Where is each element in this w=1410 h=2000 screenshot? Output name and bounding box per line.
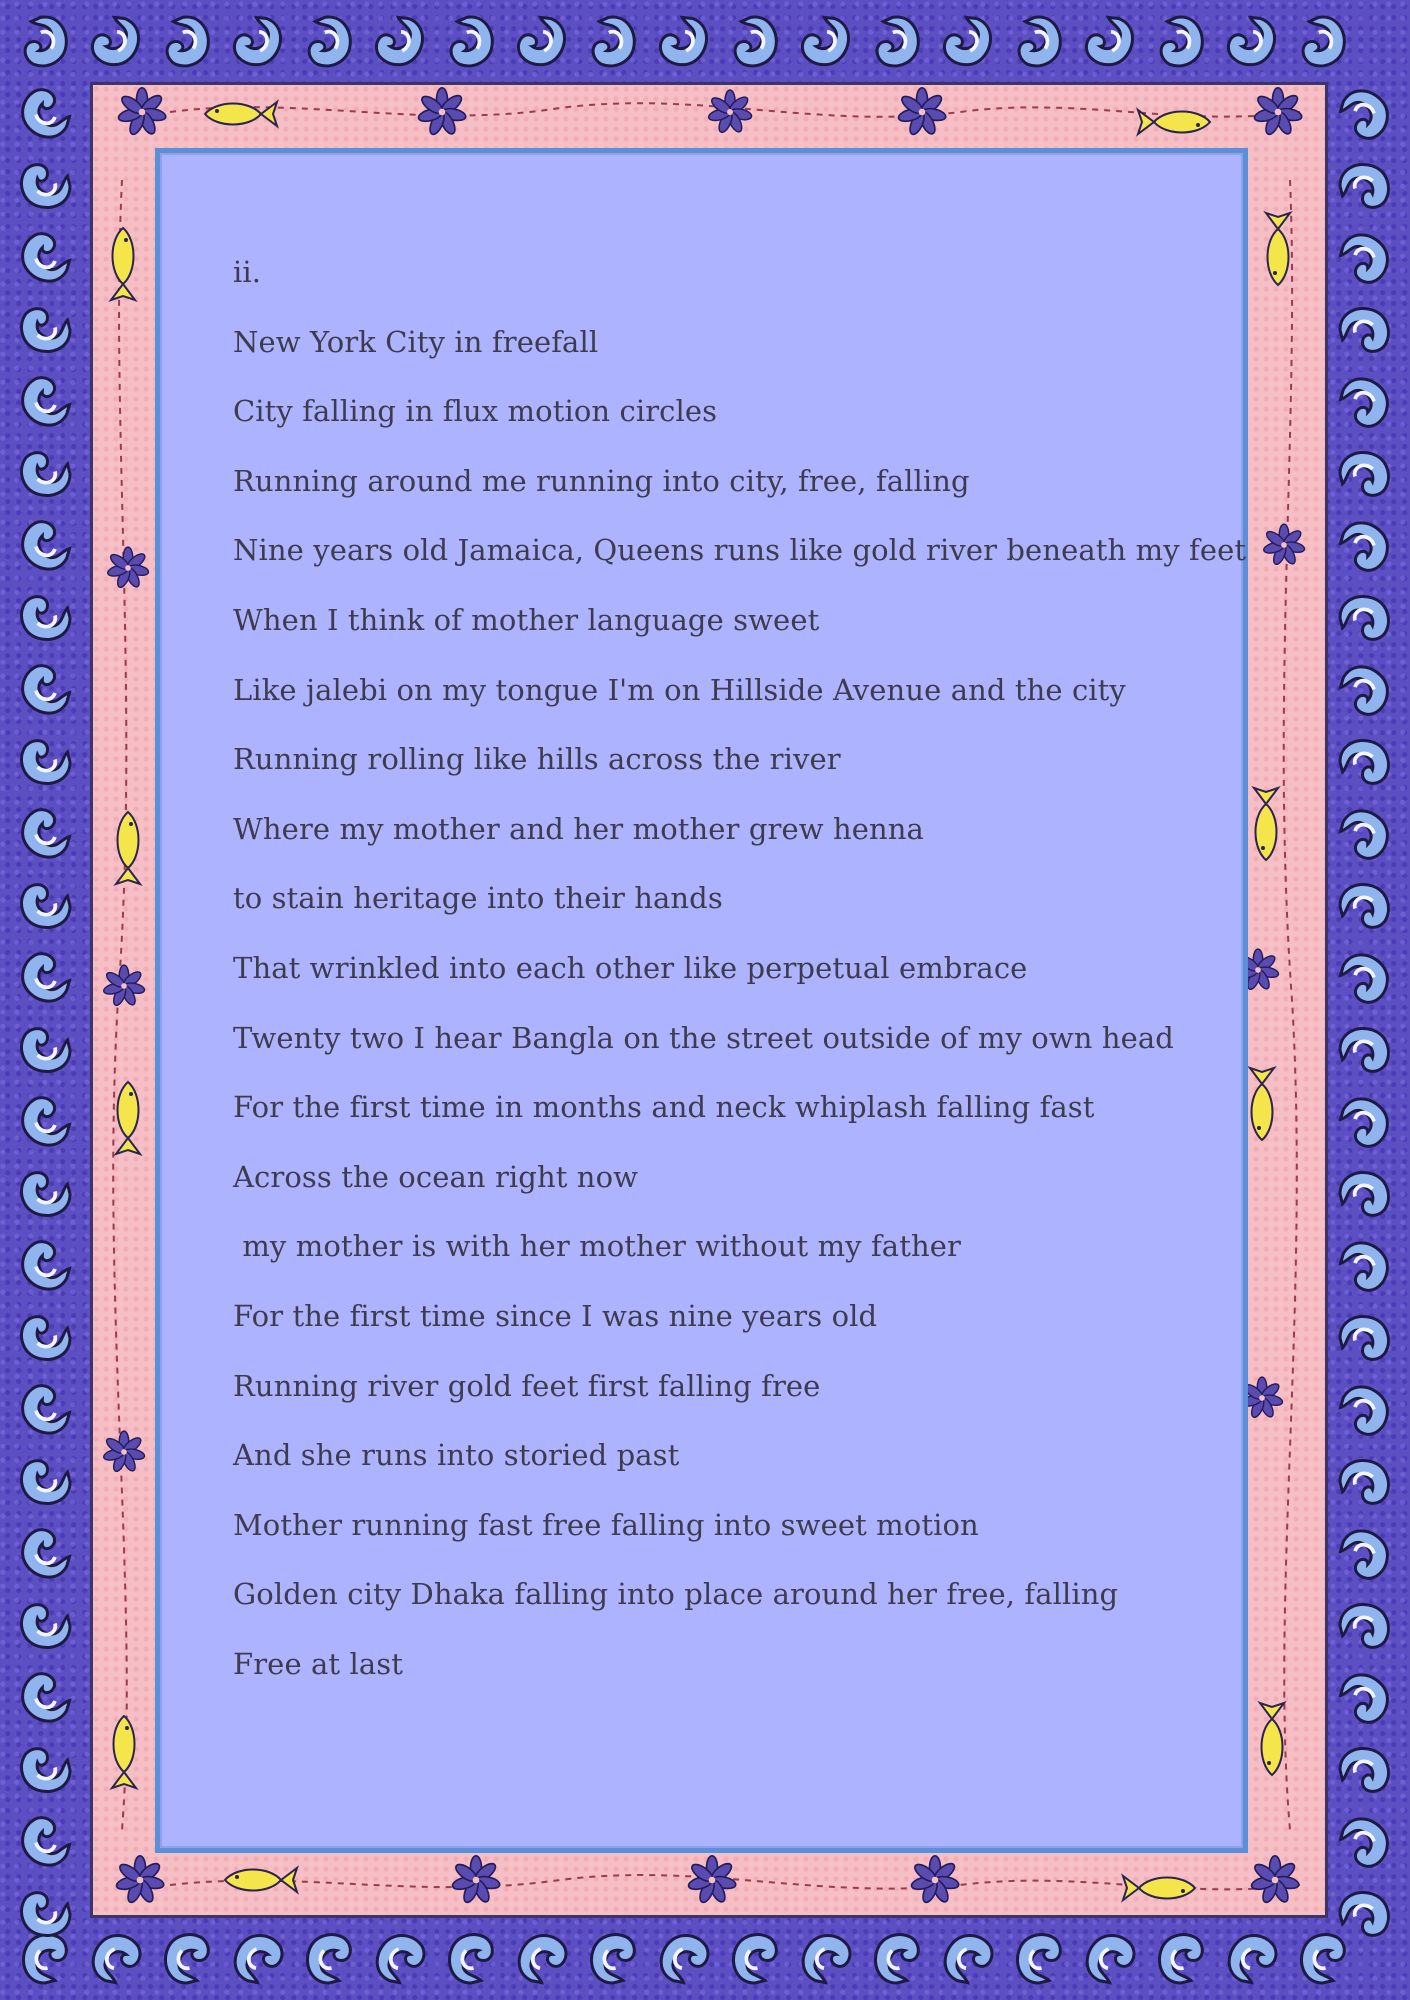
paisley-icon	[1224, 11, 1281, 71]
paisley-icon	[22, 1893, 70, 1936]
paisley-icon	[22, 165, 70, 208]
paisley-icon	[798, 11, 855, 71]
paisley-icon	[22, 1173, 70, 1216]
paisley-icon	[1333, 227, 1396, 288]
paisley-icon	[14, 1092, 77, 1153]
paisley-icon	[1156, 14, 1207, 69]
paisley-icon	[1333, 371, 1396, 432]
paisley-icon	[449, 1935, 492, 1983]
paisley-icon	[1340, 1316, 1388, 1359]
paisley-icon	[370, 1928, 429, 1990]
paisley-icon	[86, 1928, 145, 1990]
paisley-icon	[23, 1935, 66, 1983]
paisley-icon	[1301, 1935, 1344, 1983]
poem-line: Free at last	[233, 1646, 403, 1681]
paisley-icon	[514, 11, 571, 71]
poem-line: Running around me running into city, free, falling	[233, 463, 970, 498]
poem-line: That wrinkled into each other like perpetual embrace	[233, 950, 1028, 985]
paisley-icon	[1333, 515, 1396, 576]
paisley-icon	[656, 11, 713, 71]
paisley-icon	[1333, 1379, 1396, 1440]
paisley-icon	[14, 660, 77, 721]
poem-line: Running river gold feet first falling free	[233, 1368, 821, 1403]
poem-line: Across the ocean right now	[233, 1159, 639, 1194]
poem-line: When I think of mother language sweet	[233, 602, 820, 637]
paisley-icon	[14, 516, 77, 577]
paisley-icon	[14, 84, 77, 145]
paisley-icon	[1340, 1604, 1388, 1647]
paisley-icon	[1333, 1811, 1396, 1872]
paisley-icon	[654, 1928, 713, 1990]
paisley-icon	[14, 948, 77, 1009]
paisley-icon	[730, 14, 781, 69]
paisley-icon	[22, 597, 70, 640]
paisley-icon	[1333, 1523, 1396, 1584]
paisley-icon	[162, 14, 213, 69]
paisley-icon	[1340, 884, 1388, 927]
paisley-icon	[1340, 452, 1388, 495]
paisley-icon	[14, 1668, 77, 1729]
paisley-icon	[1340, 1892, 1388, 1935]
poem-line: Golden city Dhaka falling into place around her free, falling	[233, 1577, 1119, 1612]
paisley-icon	[1340, 596, 1388, 639]
paisley-icon	[588, 14, 639, 69]
poem-line: Running rolling like hills across the river	[233, 742, 841, 777]
poem-line: Twenty two I hear Bangla on the street outside of my own head	[233, 1020, 1174, 1055]
paisley-icon	[1340, 308, 1388, 351]
paisley-icon	[1082, 11, 1139, 71]
poem-line: to stain heritage into their hands	[233, 881, 723, 916]
paisley-icon	[14, 1812, 77, 1873]
paisley-icon	[1333, 1667, 1396, 1728]
paisley-icon	[22, 309, 70, 352]
paisley-icon	[1014, 14, 1065, 69]
paisley-icon	[22, 1605, 70, 1648]
paisley-icon	[88, 11, 145, 71]
poem-line: New York City in freefall	[233, 324, 599, 359]
paisley-icon	[307, 1935, 350, 1983]
paisley-icon	[1298, 14, 1349, 69]
poem-line: Where my mother and her mother grew henna	[233, 811, 924, 846]
paisley-icon	[22, 1029, 70, 1072]
paisley-icon	[1017, 1935, 1060, 1983]
paisley-icon	[228, 1928, 287, 1990]
poem-line: And she runs into storied past	[233, 1438, 680, 1473]
paisley-icon	[22, 741, 70, 784]
paisley-icon	[20, 14, 71, 69]
paisley-icon	[14, 804, 77, 865]
paisley-icon	[14, 372, 77, 433]
paisley-icon	[1340, 1028, 1388, 1071]
paisley-icon	[22, 1317, 70, 1360]
poem-line: Nine years old Jamaica, Queens runs like gold river beneath my feet	[233, 533, 1247, 568]
paisley-icon	[165, 1935, 208, 1983]
paisley-icon	[591, 1935, 634, 1983]
paisley-icon	[14, 228, 77, 289]
paisley-icon	[446, 14, 497, 69]
paisley-icon	[1340, 740, 1388, 783]
poem-text	[233, 250, 1247, 1711]
paisley-icon	[1340, 1172, 1388, 1215]
paisley-icon	[22, 885, 70, 928]
paisley-icon	[22, 453, 70, 496]
paisley-icon	[872, 14, 923, 69]
paisley-icon	[1340, 1748, 1388, 1791]
paisley-icon	[875, 1935, 918, 1983]
paisley-icon	[1333, 659, 1396, 720]
paisley-icon	[1333, 1091, 1396, 1152]
paisley-icon	[22, 1461, 70, 1504]
paisley-icon	[940, 11, 997, 71]
poem-line: For the first time since I was nine years old	[233, 1298, 878, 1333]
paisley-icon	[14, 1236, 77, 1297]
paisley-icon	[733, 1935, 776, 1983]
poem-section-number: ii.	[233, 255, 262, 289]
paisley-icon	[14, 1380, 77, 1441]
paisley-icon	[1340, 164, 1388, 207]
paisley-icon	[1080, 1928, 1139, 1990]
paisley-icon	[512, 1928, 571, 1990]
paisley-icon	[1333, 83, 1396, 144]
paisley-icon	[1333, 947, 1396, 1008]
poem-line: my mother is with her mother without my father	[233, 1229, 961, 1264]
poem-line: Mother running fast free falling into sweet motion	[233, 1507, 979, 1542]
paisley-icon	[1340, 1460, 1388, 1503]
poem-line: For the first time in months and neck whiplash falling fast	[233, 1090, 1095, 1125]
paisley-icon	[230, 11, 287, 71]
paisley-icon	[1222, 1928, 1281, 1990]
paisley-icon	[1333, 803, 1396, 864]
paisley-icon	[304, 14, 355, 69]
paisley-icon	[796, 1928, 855, 1990]
poem-line: City falling in flux motion circles	[233, 394, 718, 429]
paisley-icon	[22, 1749, 70, 1792]
paisley-icon	[938, 1928, 997, 1990]
poem-line: Like jalebi on my tongue I'm on Hillside Avenue and the city	[233, 672, 1126, 707]
paisley-icon	[14, 1524, 77, 1585]
paisley-icon	[372, 11, 429, 71]
paisley-icon	[1333, 1235, 1396, 1296]
paisley-icon	[1159, 1935, 1202, 1983]
